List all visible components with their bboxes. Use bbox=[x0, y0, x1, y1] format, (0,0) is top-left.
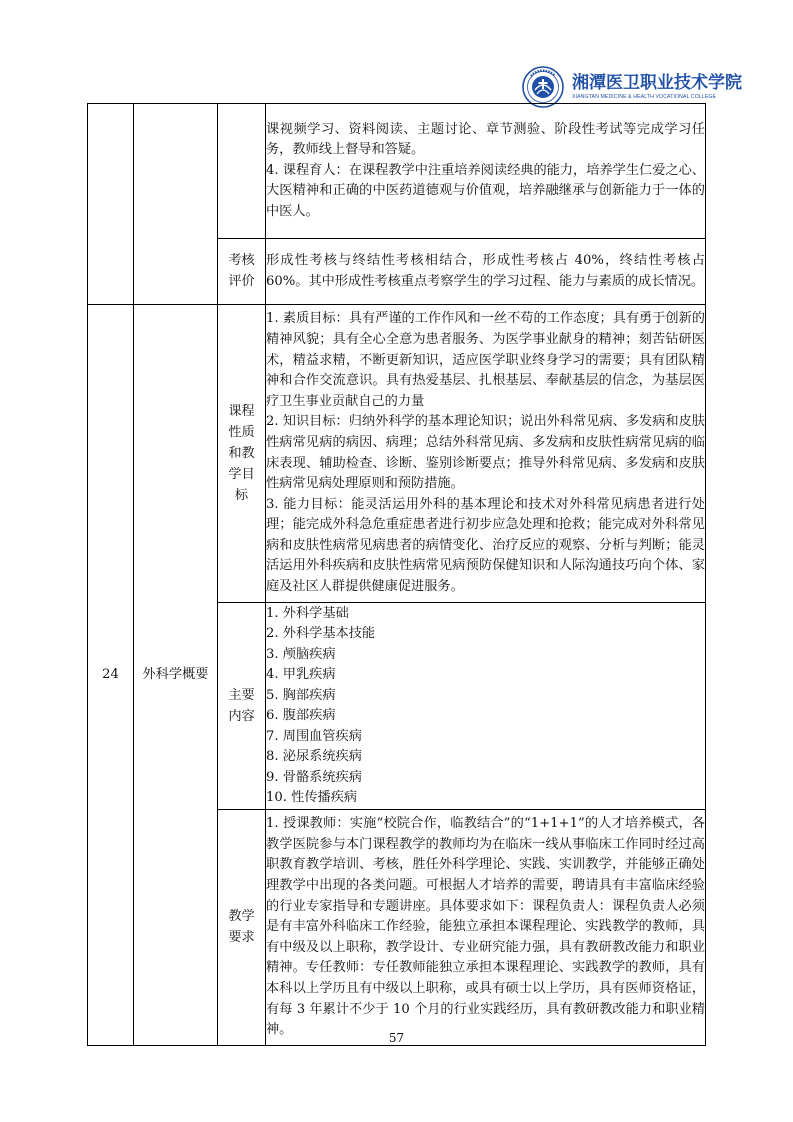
list-item: 9. 骨骼系统疾病 bbox=[266, 769, 362, 785]
continued-number-cell bbox=[88, 104, 134, 305]
assessment-text: 形成性考核与终结性考核相结合，形成性考核占 40%，终结性考核占 60%。其中形成性考核重点考察学生的学习过程、能力与素质的成长情况。 bbox=[266, 252, 705, 289]
requirements-text: 1. 授课教师：实施“校院合作，临教结合”的“1+1+1”的人才培养模式，各教学医院参与本门课程教学的教师均为在临床一线从事临床工作同时经过高职教育教学培训、考核，胜任外科学理论、实践、实训教学，并能够正确处理教学中出现的各类问题。可根据人才培养的需要，聘请具有丰富临床经验的行业专家指导和专题讲座。具体要求如下：课程负责人：课程负责人必须是有丰富外科临床工作经验，能独立承担本课程理论、实践教学的教师，具有中级及以上职称，教学设计、专业研究能力强，具有教研教改能力和职业精神。专任教师：专任教师能独立承担本课程理论、实践教学的教师，具有本科以上学历且有中级以上职称，或具有硕士以上学历，具有医师资格证，有每 3 年累计不少于 10 个月的行业实践经历，具有教研教改能力和职业精神。 bbox=[266, 816, 705, 1038]
content-paragraph: 4. 课程育人：在课程教学中注重培养阅读经典的能力，培养学生仁爱之心、大医精神和正确的中医药道德观与价值观，培养融继承与创新能力于一体的中医人。 bbox=[266, 162, 705, 219]
requirements-content-cell bbox=[266, 810, 706, 1046]
continued-name-cell bbox=[134, 104, 218, 305]
objectives-row bbox=[88, 305, 706, 603]
curriculum-table bbox=[87, 103, 706, 1046]
list-item: 1. 外科学基础 bbox=[266, 605, 349, 621]
college-emblem-icon bbox=[522, 66, 564, 108]
list-item: 3. 颅脑疾病 bbox=[266, 646, 336, 662]
objectives-content-cell bbox=[266, 305, 706, 603]
list-item: 7. 周围血管疾病 bbox=[266, 728, 362, 744]
continued-label-cell bbox=[218, 104, 266, 239]
main-content-label-cell bbox=[218, 603, 266, 810]
assessment-content-cell bbox=[266, 239, 706, 305]
objective-paragraph: 3. 能力目标：能灵活运用外科的基本理论和技术对外科常见病患者进行处理；能完成外科急危重症患者进行初步应急处理和抢救；能完成对外科常见病和皮肤性病常见病患者的病情变化、治疗反应的观察、分析与判断；能灵活运用外科疾病和皮肤性病常见病预防保健知识和人际沟通技巧向个体、家庭及社区人群提供健康促进服务。 bbox=[266, 496, 705, 595]
page-number: 57 bbox=[388, 1031, 405, 1045]
list-item: 4. 甲乳疾病 bbox=[266, 667, 336, 682]
main-content-cell bbox=[266, 603, 706, 810]
assessment-label-cell bbox=[218, 239, 266, 305]
content-paragraph: 课视频学习、资料阅读、主题讨论、章节测验、阶段性考试等完成学习任务，教师线上督导和答疑。 bbox=[266, 121, 705, 158]
course-number-cell bbox=[88, 305, 134, 1046]
list-item: 5. 胸部疾病 bbox=[266, 687, 336, 703]
list-item: 2. 外科学基本技能 bbox=[266, 626, 376, 641]
continued-row-content bbox=[88, 104, 706, 239]
objective-paragraph: 1. 素质目标：具有严谨的工作作风和一丝不苟的工作态度；具有勇于创新的精神风貌；具有全心全意为患者服务、为医学事业献身的精神；刻苦钻研医术，精益求精，不断更新知识，适应医学职业终身学习的需要；具有团队精神和合作交流意识。具有热爱基层、扎根基层、奉献基层的信念，为基层医疗卫生事业贡献自己的力量 bbox=[266, 311, 705, 409]
list-item: 8. 泌尿系统疾病 bbox=[266, 749, 362, 764]
course-number: 24 bbox=[102, 666, 119, 682]
objectives-label: 课程性质和教学目标 bbox=[228, 403, 255, 503]
list-item: 6. 腹部疾病 bbox=[266, 708, 336, 723]
objectives-label-cell bbox=[218, 305, 266, 603]
course-name-cell bbox=[134, 305, 218, 1046]
college-name-en: XIANGTAN MEDICINE & HEALTH VOCATIONAL COLLEGE bbox=[572, 94, 717, 100]
list-item: 10. 性传播疾病 bbox=[266, 790, 358, 805]
continued-content-cell bbox=[266, 104, 706, 239]
assessment-label: 考核评价 bbox=[228, 253, 255, 290]
main-content-label: 主要内容 bbox=[228, 687, 255, 724]
objective-paragraph: 2. 知识目标：归纳外科学的基本理论知识；说出外科常见病、多发病和皮肤性病常见病的病因、病理；总结外科常见病、多发病和皮肤性病常见病的临床表现、辅助检查、诊断、鉴别诊断要点；推导外科常见病、多发病和皮肤性病常见病处理原则和预防措施。 bbox=[266, 414, 705, 492]
requirements-label-cell bbox=[218, 810, 266, 1046]
course-name: 外科学概要 bbox=[142, 666, 209, 682]
requirements-label: 教学要求 bbox=[228, 909, 255, 946]
college-name-cn: 湘潭医卫职业技术学院 bbox=[572, 73, 742, 93]
